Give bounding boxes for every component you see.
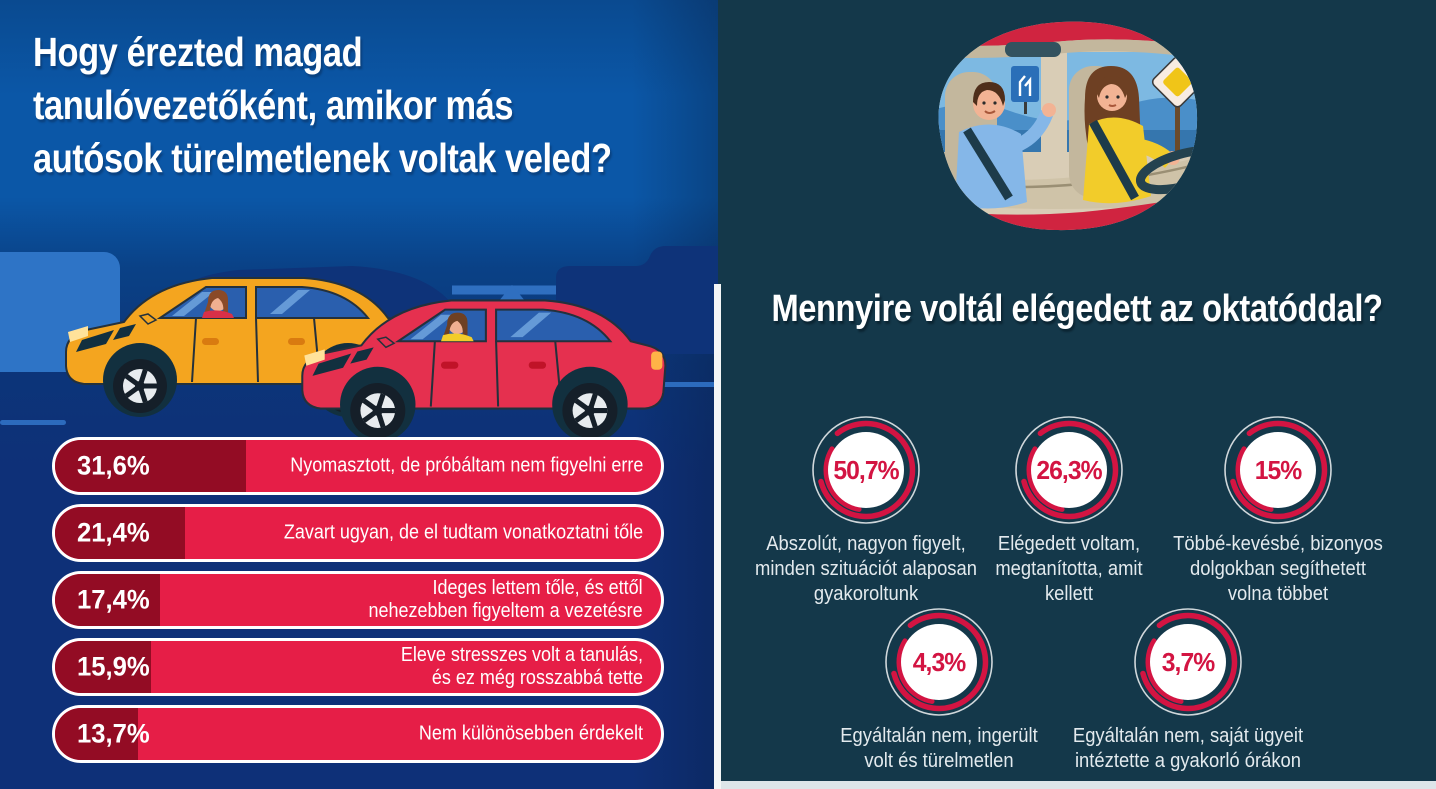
stat-percent: 15%	[1254, 454, 1302, 485]
bar-label: Eleve stresszes volt a tanulás, és ez még rosszabbá tette	[400, 644, 643, 689]
driving-lesson-illustration	[893, 6, 1223, 242]
bar-row	[52, 638, 664, 696]
wheel	[113, 359, 167, 413]
title-line: tanulóvezetőként, amikor más	[33, 82, 514, 128]
bar-percent: 31,6%	[77, 450, 150, 481]
question-title-right: Mennyire voltál elégedett az oktatóddal?	[771, 288, 1383, 330]
bar-row	[52, 705, 664, 763]
road-line	[0, 420, 66, 425]
wheel	[562, 383, 617, 438]
stat-percent: 4,3%	[912, 646, 966, 677]
right-panel	[718, 0, 1436, 789]
bar-percent: 15,9%	[77, 651, 150, 682]
bar-row	[52, 571, 664, 629]
stat-percent: 3,7%	[1161, 646, 1215, 677]
stat-circle	[810, 414, 922, 526]
window-pillar	[1041, 50, 1067, 154]
wheel	[350, 383, 405, 438]
stat-caption: Elégedett voltam, megtanította, amit kellett	[995, 533, 1143, 605]
rearview-mirror	[1005, 42, 1061, 57]
stat-caption: Többé-kevésbé, bizonyos dolgokban segíthetett volna többet	[1173, 533, 1383, 605]
stat-circle	[1222, 414, 1334, 526]
panel-divider	[714, 284, 721, 789]
stat-caption: Egyáltalán nem, saját ügyeit intéztette a gyakorló órákon	[1072, 725, 1304, 772]
stat-circle	[1132, 606, 1244, 718]
question-title-left	[33, 26, 612, 185]
title-line: Hogy érezted magad	[33, 29, 363, 75]
stat-circle	[883, 606, 995, 718]
bar-row	[52, 504, 664, 562]
stat-circle	[1013, 414, 1125, 526]
stat-caption: Egyáltalán nem, ingerült volt és türelmetlen	[840, 725, 1038, 772]
bar-percent: 13,7%	[77, 718, 150, 749]
traffic-jam-illustration	[0, 226, 718, 451]
bar-label: Zavart ugyan, de el tudtam vonatkoztatni tőle	[283, 521, 643, 544]
title-line: autósok türelmetlenek voltak veled?	[33, 135, 612, 181]
bar-percent: 21,4%	[77, 517, 150, 548]
stat-percent: 26,3%	[1036, 454, 1102, 485]
stat-percent: 50,7%	[833, 454, 899, 485]
stat-item	[1058, 606, 1318, 774]
bar-label: Nyomasztott, de próbáltam nem figyelni erre	[289, 454, 643, 477]
bottom-strip	[721, 781, 1436, 789]
bar-percent: 17,4%	[77, 584, 150, 615]
stat-item	[809, 606, 1069, 774]
stat-caption: Abszolút, nagyon figyelt, minden szituációt alaposan gyakoroltunk	[755, 533, 977, 605]
bar-label: Ideges lettem tőle, és ettől nehezebben figyeltem a vezetésre	[368, 577, 643, 622]
bar-chart	[52, 437, 664, 772]
stat-item	[1148, 414, 1408, 607]
bar-row	[52, 437, 664, 495]
bar-label: Nem különösebben érdekelt	[418, 722, 643, 745]
